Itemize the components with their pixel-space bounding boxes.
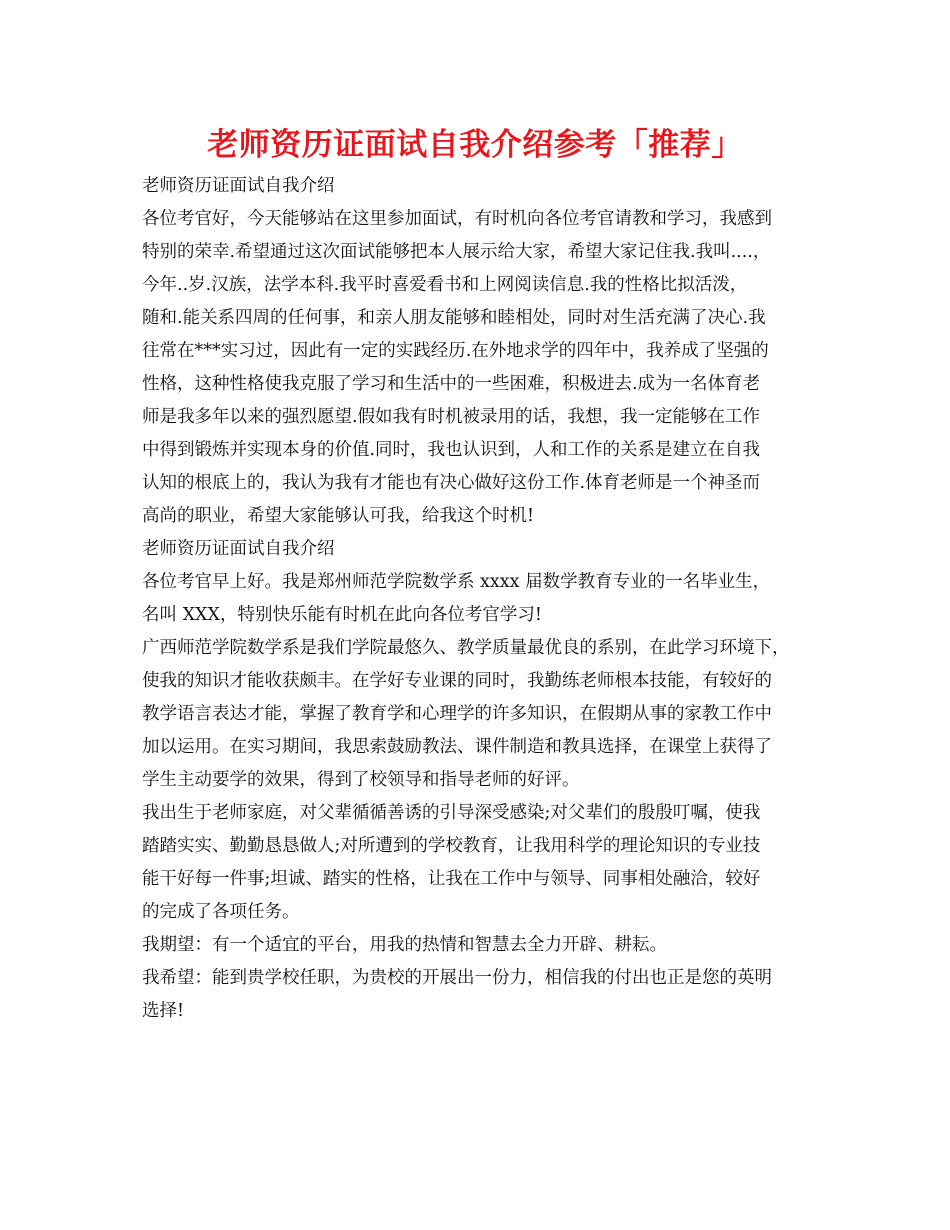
paragraph bbox=[142, 929, 832, 962]
document-body bbox=[142, 170, 832, 1028]
paragraph bbox=[142, 962, 832, 1028]
text-line: 特别的荣幸.希望通过这次面试能够把本人展示给大家，希望大家记住我.我叫....， bbox=[142, 242, 771, 262]
paragraph bbox=[142, 566, 832, 632]
text-line: 使我的知识才能收获颇丰。在学好专业课的同时，我勤练老师根本技能，有较好的 bbox=[142, 671, 772, 691]
text-line: 广西师范学院数学系是我们学院最悠久、教学质量最优良的系别，在此学习环境下， bbox=[142, 638, 790, 658]
text-line: 认知的根底上的，我认为我有才能也有决心做好这份工作.体育老师是一个神圣而 bbox=[142, 473, 761, 493]
section-heading: 老师资历证面试自我介绍 bbox=[142, 176, 335, 196]
paragraph bbox=[142, 632, 832, 797]
document-title: 老师资历证面试自我介绍参考「推荐」 bbox=[207, 127, 743, 163]
text-line: 师是我多年以来的强烈愿望.假如我有时机被录用的话，我想，我一定能够在工作 bbox=[142, 407, 761, 427]
text-line: 各位考官好，今天能够站在这里参加面试，有时机向各位考官请教和学习，我感到 bbox=[142, 209, 772, 229]
text-line: 往常在***实习过，因此有一定的实践经历.在外地求学的四年中，我养成了坚强的 bbox=[142, 341, 769, 361]
text-line: 的完成了各项任务。 bbox=[142, 902, 300, 922]
text-line: 高尚的职业，希望大家能够认可我，给我这个时机! bbox=[142, 506, 535, 526]
text-line: 名叫 XXX，特别快乐能有时机在此向各位考官学习! bbox=[142, 605, 542, 625]
paragraph bbox=[142, 797, 832, 929]
paragraph bbox=[142, 203, 832, 533]
text-line: 我出生于老师家庭，对父辈循循善诱的引导深受感染;对父辈们的殷殷叮嘱，使我 bbox=[142, 803, 761, 823]
text-line: 踏踏实实、勤勤恳恳做人;对所遭到的学校教育，让我用科学的理论知识的专业技 bbox=[142, 836, 761, 856]
text-line: 加以运用。在实习期间，我思索鼓励教法、课件制造和教具选择，在课堂上获得了 bbox=[142, 737, 772, 757]
section-heading: 老师资历证面试自我介绍 bbox=[142, 539, 335, 559]
text-line: 选择! bbox=[142, 1001, 185, 1021]
text-line: 今年..岁.汉族，法学本科.我平时喜爱看书和上网阅读信息.我的性格比拟活泼， bbox=[142, 275, 748, 295]
text-line: 性格，这种性格使我克服了学习和生活中的一些困难，积极进去.成为一名体育老 bbox=[142, 374, 761, 394]
text-line: 能干好每一件事;坦诚、踏实的性格，让我在工作中与领导、同事相处融洽，较好 bbox=[142, 869, 761, 889]
text-line: 学生主动要学的效果，得到了校领导和指导老师的好评。 bbox=[142, 770, 580, 790]
text-line: 教学语言表达才能，掌握了教育学和心理学的许多知识，在假期从事的家教工作中 bbox=[142, 704, 772, 724]
text-line: 各位考官早上好。我是郑州师范学院数学系 xxxx 届数学教育专业的一名毕业生， bbox=[142, 572, 771, 592]
text-line: 中得到锻炼并实现本身的价值.同时，我也认识到，人和工作的关系是建立在自我 bbox=[142, 440, 761, 460]
text-line: 我期望：有一个适宜的平台，用我的热情和智慧去全力开辟、耕耘。 bbox=[142, 935, 667, 955]
text-line: 我希望：能到贵学校任职，为贵校的开展出一份力，相信我的付出也正是您的英明 bbox=[142, 968, 772, 988]
text-line: 随和.能关系四周的任何事，和亲人朋友能够和睦相处，同时对生活充满了决心.我 bbox=[142, 308, 766, 328]
